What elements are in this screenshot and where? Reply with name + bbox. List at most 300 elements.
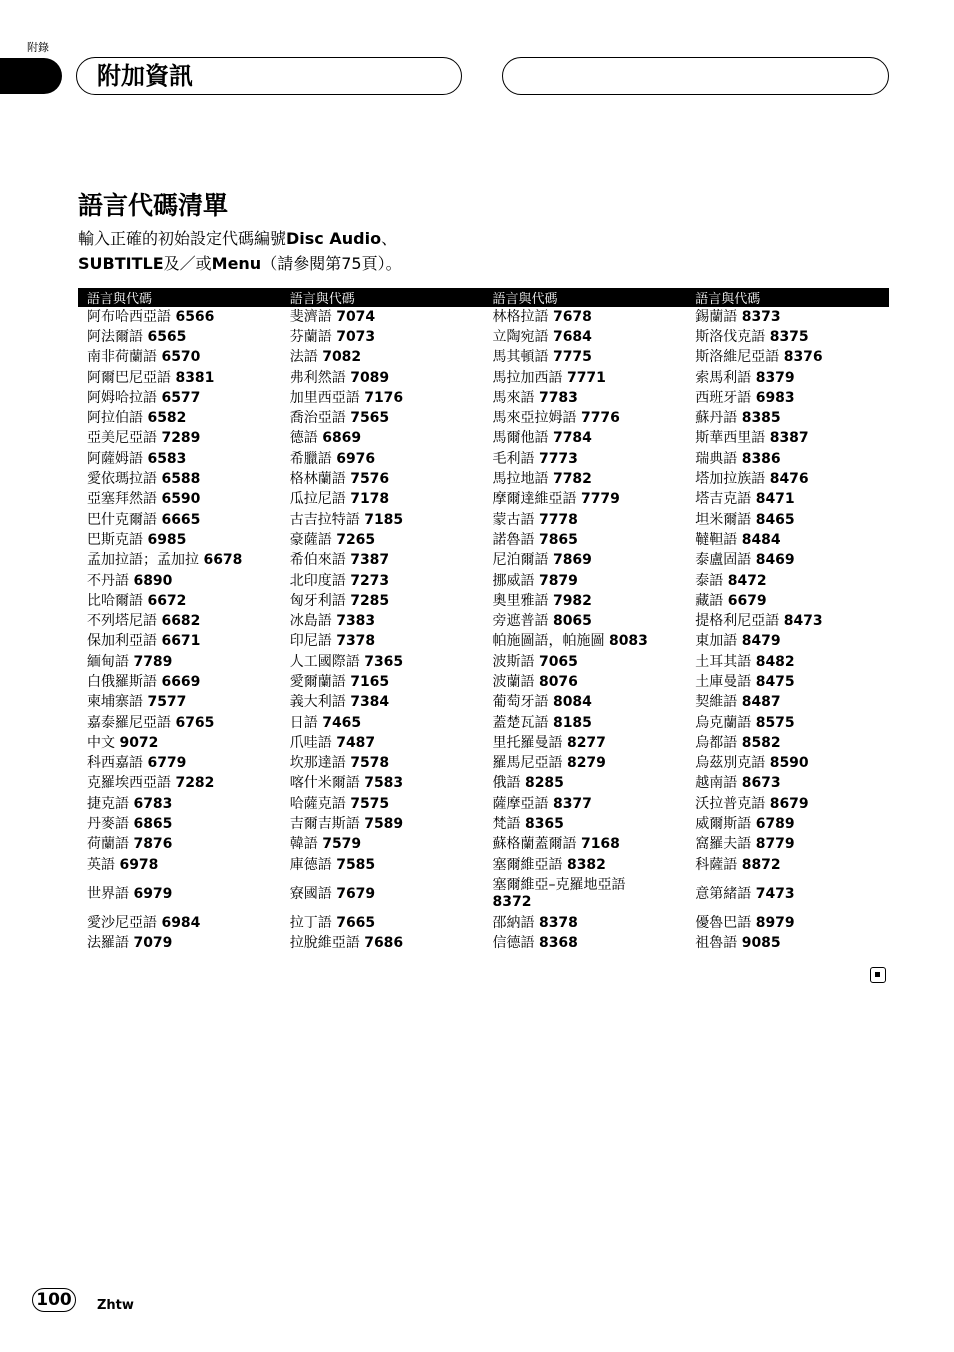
language-name: 馬來亞拉姆語: [492, 410, 577, 427]
table-cell: [686, 530, 889, 550]
table-row: [78, 469, 889, 489]
language-code: 7575: [350, 795, 390, 812]
intro-paragraph: [78, 226, 498, 276]
table-cell: [281, 774, 484, 794]
table-cell: [78, 530, 281, 550]
table-row: [78, 348, 889, 368]
language-name: 芬蘭語: [289, 328, 332, 345]
table-cell: [484, 754, 687, 774]
language-name: 哈薩克語: [289, 795, 346, 812]
language-code: 7876: [133, 836, 173, 853]
language-name: 葡萄牙語: [492, 694, 549, 711]
language-name: 阿姆哈拉語: [87, 389, 157, 406]
language-name: 波蘭語: [492, 673, 535, 690]
language-name: 愛沙尼亞語: [87, 914, 157, 931]
table-cell: [484, 327, 687, 347]
table-cell: [686, 774, 889, 794]
table-cell: [686, 307, 889, 327]
language-code: 7783: [538, 389, 578, 406]
language-name: 喀什米爾語: [289, 775, 360, 792]
language-code: 8387: [769, 430, 809, 447]
language-code: 7589: [364, 816, 404, 833]
language-code: 7577: [147, 694, 187, 711]
language-name: 韃靼語: [695, 531, 738, 548]
language-code: 8368: [538, 935, 578, 952]
language-name: 斯華西里語: [695, 430, 766, 447]
table-cell: [484, 693, 687, 713]
language-name: 北印度語: [289, 572, 346, 589]
language-code: 8279: [566, 755, 606, 772]
language-code: 7074: [336, 308, 376, 325]
language-name: 愛爾蘭語: [289, 673, 346, 690]
language-code: 7678: [552, 308, 592, 325]
language-code: 8065: [552, 613, 592, 630]
table-cell: [484, 388, 687, 408]
language-name: 保加利亞語: [87, 633, 157, 650]
table-row: [78, 632, 889, 652]
language-code-table: [78, 288, 889, 954]
table-cell: [484, 632, 687, 652]
language-code: 6779: [147, 755, 187, 772]
language-name: 拉丁語: [289, 914, 332, 931]
language-name: 吉爾吉斯語: [289, 816, 360, 833]
language-name: 邵納語: [492, 914, 535, 931]
table-cell: [686, 794, 889, 814]
language-name: 德語: [289, 430, 318, 447]
language-code: 7789: [133, 653, 173, 670]
table-cell: [78, 571, 281, 591]
table-cell: [78, 835, 281, 855]
language-code: 8386: [741, 450, 781, 467]
table-cell: [484, 490, 687, 510]
language-code: 6789: [755, 816, 795, 833]
language-code: 6669: [161, 673, 201, 690]
language-code: 8372: [492, 894, 532, 911]
language-code: 8979: [755, 914, 795, 931]
language-code: 7273: [350, 572, 390, 589]
table-cell: [686, 327, 889, 347]
language-code: 7165: [350, 673, 390, 690]
language-code: 6865: [133, 816, 173, 833]
table-cell: [78, 611, 281, 631]
intro-menu: Menu: [211, 254, 262, 273]
table-cell: [484, 530, 687, 550]
language-code: 7082: [322, 349, 362, 366]
language-name: 梵語: [492, 816, 521, 833]
language-code: 8872: [741, 856, 781, 873]
language-name: 越南語: [695, 775, 738, 792]
language-code: 8487: [741, 694, 781, 711]
language-code: 7775: [552, 349, 592, 366]
intro-disc-audio: Disc Audio: [286, 229, 382, 248]
language-code: 7771: [566, 369, 606, 386]
language-code: 6682: [161, 613, 201, 630]
language-code: 6976: [336, 450, 376, 467]
table-row: [78, 611, 889, 631]
language-name: 阿法爾語: [87, 328, 143, 345]
page-number: 100: [32, 1288, 76, 1312]
language-name: 蒙古語: [492, 511, 535, 528]
language-name: 世界語: [87, 885, 129, 902]
language-code: 7982: [552, 592, 592, 609]
language-code: 7869: [552, 552, 592, 569]
language-code: 6565: [147, 328, 187, 345]
language-name: 旁遮普語: [492, 613, 549, 630]
table-cell: [484, 855, 687, 875]
table-header-row: [78, 288, 889, 307]
table-cell: [281, 551, 484, 571]
table-cell: [686, 469, 889, 489]
language-code: 7576: [350, 471, 390, 488]
chapter-title: 附加資訊: [76, 57, 462, 95]
table-row: [78, 913, 889, 933]
table-cell: [686, 875, 889, 913]
language-code-label: Zhtw: [97, 1298, 134, 1313]
table-cell: [686, 571, 889, 591]
language-code: 7383: [336, 613, 376, 630]
language-code: 8679: [769, 795, 809, 812]
language-code: 8472: [727, 572, 767, 589]
table-cell: [281, 611, 484, 631]
language-code: 7778: [538, 511, 578, 528]
language-code: 9072: [119, 734, 159, 751]
table-cell: [484, 510, 687, 530]
language-code: 8475: [755, 673, 795, 690]
table-cell: [484, 429, 687, 449]
language-code: 8277: [566, 734, 606, 751]
language-name: 塞爾維亞–克羅地亞語: [492, 877, 626, 894]
language-name: 亞塞拜然語: [87, 491, 157, 508]
language-name: 捷克語: [87, 795, 129, 812]
language-name: 尼泊爾語: [492, 552, 549, 569]
table-row: [78, 307, 889, 327]
language-name: 馬其頓語: [492, 349, 549, 366]
language-code: 8381: [175, 369, 215, 386]
language-name: 蘇格蘭蓋爾語: [492, 836, 577, 853]
table-row: [78, 449, 889, 469]
language-name: 柬埔寨語: [87, 694, 143, 711]
table-cell: [686, 429, 889, 449]
language-name: 爪哇語: [289, 734, 332, 751]
language-name: 阿爾巴尼亞語: [87, 369, 171, 386]
language-name: 法羅語: [87, 935, 129, 952]
language-name: 亞美尼亞語: [87, 430, 157, 447]
language-name: 奧里雅語: [492, 592, 549, 609]
table-cell: [484, 307, 687, 327]
language-name: 提格利尼亞語: [695, 613, 780, 630]
language-name: 蓋楚瓦語: [492, 714, 549, 731]
header-empty-box: [502, 57, 889, 95]
language-name: 拉脫維亞語: [289, 935, 360, 952]
language-code: 6566: [175, 308, 215, 325]
language-code: 7265: [336, 531, 376, 548]
table-row: [78, 408, 889, 428]
language-code: 8285: [524, 775, 564, 792]
table-row: [78, 754, 889, 774]
table-cell: [78, 652, 281, 672]
language-name: 諾魯語: [492, 531, 535, 548]
end-mark-icon: [870, 967, 886, 983]
language-name: 緬甸語: [87, 653, 129, 670]
language-name: 坦米爾語: [695, 511, 752, 528]
table-cell: [686, 551, 889, 571]
language-name: 弗利然語: [289, 369, 346, 386]
language-code: 7679: [336, 885, 376, 902]
language-name: 泰盧固語: [695, 552, 752, 569]
language-name: 帕施圖語，帕施圖: [492, 633, 605, 650]
language-name: 坎那達語: [289, 755, 346, 772]
language-name: 土庫曼語: [695, 673, 752, 690]
table-cell: [686, 611, 889, 631]
table-cell: [78, 307, 281, 327]
language-name: 人工國際語: [289, 653, 360, 670]
table-cell: [484, 913, 687, 933]
language-name: 泰語: [695, 572, 724, 589]
table-cell: [686, 368, 889, 388]
language-name: 蘇丹語: [695, 410, 738, 427]
language-name: 馬來語: [492, 389, 535, 406]
language-code: 8385: [741, 410, 781, 427]
table-cell: [78, 713, 281, 733]
language-name: 沃拉普克語: [695, 795, 766, 812]
table-cell: [78, 875, 281, 913]
table-cell: [78, 327, 281, 347]
language-name: 加里西亞語: [289, 389, 360, 406]
section-label: 附錄: [27, 41, 49, 54]
table-cell: [78, 913, 281, 933]
table-cell: [281, 530, 484, 550]
language-code: 8465: [755, 511, 795, 528]
language-name: 立陶宛語: [492, 328, 549, 345]
table-cell: [78, 490, 281, 510]
language-name: 土耳其語: [695, 653, 752, 670]
language-code: 6671: [161, 633, 201, 650]
language-code: 7779: [580, 491, 620, 508]
table-cell: [686, 835, 889, 855]
table-cell: [281, 913, 484, 933]
table-cell: [281, 835, 484, 855]
language-code: 8377: [552, 795, 592, 812]
language-code: 7583: [364, 775, 404, 792]
language-code: 7185: [364, 511, 404, 528]
language-code: 8083: [608, 633, 648, 650]
language-name: 摩爾達維亞語: [492, 491, 577, 508]
table-cell: [484, 774, 687, 794]
language-name: 索馬利語: [695, 369, 752, 386]
table-cell: [78, 348, 281, 368]
table-cell: [281, 693, 484, 713]
table-row: [78, 591, 889, 611]
language-code: 6783: [133, 795, 173, 812]
column-header: 語言與代碼: [686, 288, 889, 307]
language-name: 祖魯語: [695, 935, 738, 952]
table-cell: [78, 794, 281, 814]
language-name: 冰島語: [289, 613, 332, 630]
table-cell: [78, 693, 281, 713]
table-cell: [686, 490, 889, 510]
table-cell: [78, 855, 281, 875]
table-cell: [686, 754, 889, 774]
language-name: 匈牙利語: [289, 592, 346, 609]
language-code: 7879: [538, 572, 578, 589]
language-name: 豪薩語: [289, 531, 332, 548]
language-code: 6679: [727, 592, 767, 609]
language-name: 希伯來語: [289, 552, 346, 569]
table-body: [78, 307, 889, 954]
table-cell: [281, 754, 484, 774]
language-code: 8469: [755, 552, 795, 569]
language-code: 7089: [350, 369, 390, 386]
table-cell: [281, 934, 484, 954]
language-name: 希臘語: [289, 450, 332, 467]
column-header: 語言與代碼: [78, 288, 281, 307]
language-name: 荷蘭語: [87, 836, 129, 853]
language-name: 寮國語: [289, 885, 332, 902]
language-code: 7578: [350, 755, 390, 772]
intro-text-2: 、: [381, 229, 398, 248]
language-code: 8185: [552, 714, 592, 731]
language-code: 6984: [161, 914, 201, 931]
table-row: [78, 774, 889, 794]
language-code: 8375: [769, 328, 809, 345]
table-cell: [281, 713, 484, 733]
language-code: 7387: [350, 552, 390, 569]
table-cell: [281, 327, 484, 347]
table-row: [78, 693, 889, 713]
language-name: 阿薩姆語: [87, 450, 143, 467]
language-name: 挪威語: [492, 572, 535, 589]
language-name: 威爾斯語: [695, 816, 752, 833]
table-cell: [281, 875, 484, 913]
table-cell: [281, 388, 484, 408]
language-code: 8582: [741, 734, 781, 751]
table-cell: [484, 469, 687, 489]
table-cell: [281, 632, 484, 652]
language-code: 8373: [741, 308, 781, 325]
language-code: 6588: [161, 471, 201, 488]
language-code: 8473: [783, 613, 823, 630]
table-row: [78, 490, 889, 510]
language-name: 意第緒語: [695, 885, 752, 902]
table-cell: [78, 408, 281, 428]
intro-subtitle: SUBTITLE: [78, 254, 164, 273]
language-name: 烏克蘭語: [695, 714, 752, 731]
language-code: 6983: [755, 389, 795, 406]
language-code: 8476: [769, 471, 809, 488]
language-code: 7168: [580, 836, 620, 853]
intro-text-3: 及／或: [163, 254, 212, 273]
language-code: 8575: [755, 714, 795, 731]
table-cell: [484, 591, 687, 611]
language-code: 6979: [133, 885, 173, 902]
language-code: 8084: [552, 694, 592, 711]
language-name: 不丹語: [87, 572, 129, 589]
language-code: 7665: [336, 914, 376, 931]
column-header: 語言與代碼: [484, 288, 687, 307]
language-code: 6672: [147, 592, 187, 609]
language-name: 馬爾他語: [492, 430, 549, 447]
language-code: 7487: [336, 734, 376, 751]
table-cell: [686, 510, 889, 530]
language-name: 中文: [87, 734, 115, 751]
language-code: 7282: [175, 775, 215, 792]
table-cell: [281, 429, 484, 449]
table-cell: [484, 934, 687, 954]
language-name: 西班牙語: [695, 389, 752, 406]
language-code: 6890: [133, 572, 173, 589]
language-code: 6665: [161, 511, 201, 528]
language-name: 塞爾維亞語: [492, 856, 563, 873]
language-name: 東加語: [695, 633, 738, 650]
table-cell: [281, 490, 484, 510]
table-cell: [281, 510, 484, 530]
language-code: 8379: [755, 369, 795, 386]
table-cell: [281, 469, 484, 489]
language-code: 7776: [580, 410, 620, 427]
language-code: 7289: [161, 430, 201, 447]
table-cell: [484, 835, 687, 855]
language-name: 嘉泰羅尼亞語: [87, 714, 171, 731]
table-cell: [78, 591, 281, 611]
language-name: 孟加拉語；孟加拉: [87, 552, 199, 569]
language-code: 6582: [147, 410, 187, 427]
language-code: 7473: [755, 885, 795, 902]
table-cell: [78, 814, 281, 834]
language-name: 斐濟語: [289, 308, 332, 325]
language-code: 6978: [119, 856, 159, 873]
table-row: [78, 510, 889, 530]
language-code: 6590: [161, 491, 201, 508]
language-name: 克羅埃西亞語: [87, 775, 171, 792]
language-code: 7378: [336, 633, 376, 650]
language-name: 丹麥語: [87, 816, 129, 833]
table-cell: [281, 855, 484, 875]
table-cell: [686, 713, 889, 733]
intro-text-4: （請參閱第75頁）。: [261, 254, 402, 273]
language-name: 印尼語: [289, 633, 332, 650]
table-cell: [281, 307, 484, 327]
language-name: 科西嘉語: [87, 755, 143, 772]
language-name: 瓜拉尼語: [289, 491, 346, 508]
table-cell: [686, 348, 889, 368]
table-row: [78, 429, 889, 449]
table-cell: [281, 672, 484, 692]
table-cell: [484, 368, 687, 388]
intro-text-1: 輸入正確的初始設定代碼編號: [78, 229, 287, 248]
language-code: 8378: [538, 914, 578, 931]
language-code: 7865: [538, 531, 578, 548]
table-cell: [78, 672, 281, 692]
language-name: 里托羅曼語: [492, 734, 563, 751]
table-cell: [78, 551, 281, 571]
table-cell: [484, 652, 687, 672]
table-row: [78, 672, 889, 692]
language-code: 8076: [538, 673, 578, 690]
language-name: 阿布哈西亞語: [87, 308, 171, 325]
language-name: 俄語: [492, 775, 521, 792]
language-name: 林格拉語: [492, 308, 549, 325]
language-name: 信德語: [492, 935, 535, 952]
table-cell: [686, 408, 889, 428]
language-name: 錫蘭語: [695, 308, 738, 325]
table-cell: [78, 429, 281, 449]
table-row: [78, 368, 889, 388]
table-cell: [484, 672, 687, 692]
table-cell: [686, 814, 889, 834]
language-code: 7384: [350, 694, 390, 711]
table-cell: [686, 934, 889, 954]
language-name: 庫德語: [289, 856, 332, 873]
